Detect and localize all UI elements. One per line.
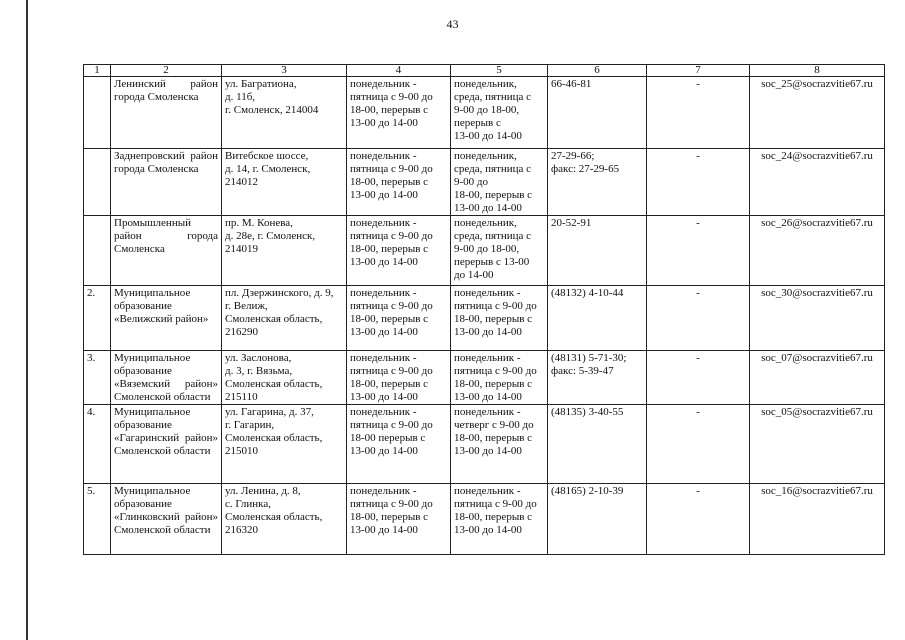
cell-line: понедельник, bbox=[454, 150, 517, 162]
column-header: 6 bbox=[548, 65, 647, 77]
schedule-cell bbox=[347, 351, 451, 405]
cell-line: 13-00 до 14-00 bbox=[454, 326, 522, 338]
cell-line: ул. Гагарина, д. 37, bbox=[225, 406, 314, 418]
cell-line: понедельник - bbox=[454, 485, 521, 497]
institution-name-cell: Ленинский район города Смоленска bbox=[111, 77, 222, 149]
cell-line: 13-00 до 14-00 bbox=[350, 326, 418, 338]
cell-line: 9-00 до 18-00, bbox=[454, 243, 520, 255]
column7-cell: - bbox=[647, 351, 750, 405]
cell-line: г. Смоленск, 214004 bbox=[225, 104, 319, 116]
cell-line: 13-00 до 14-00 bbox=[454, 391, 522, 403]
cell-line: (48135) 3-40-55 bbox=[551, 406, 624, 418]
schedule-cell bbox=[347, 149, 451, 216]
cell-line: 13-00 до 14-00 bbox=[350, 391, 418, 403]
cell-line: 18-00, перерыв с bbox=[350, 511, 429, 523]
address-cell bbox=[222, 351, 347, 405]
cell-line: пятница с 9-00 до bbox=[350, 230, 433, 242]
cell-line: ул. Ленина, д. 8, bbox=[225, 485, 301, 497]
cell-line: 13-00 до 14-00 bbox=[454, 524, 522, 536]
row-number-cell bbox=[84, 77, 111, 149]
cell-line: д. 28е, г. Смоленск, bbox=[225, 230, 316, 242]
table-row bbox=[84, 216, 885, 286]
cell-line: пятница с 9-00 до bbox=[454, 300, 537, 312]
institution-name-cell: Промышленный район города Смоленска bbox=[111, 216, 222, 286]
cell-line: пятница с 9-00 до bbox=[350, 300, 433, 312]
schedule-cell bbox=[347, 484, 451, 555]
cell-line: понедельник - bbox=[350, 217, 417, 229]
binding-margin-line bbox=[26, 0, 28, 640]
cell-line: среда, пятница с bbox=[454, 230, 532, 242]
phone-cell bbox=[548, 351, 647, 405]
institution-name-cell: Муниципальное образование «Глинковский район» Смоленской области bbox=[111, 484, 222, 555]
cell-line: 13-00 до 14-00 bbox=[350, 117, 418, 129]
cell-line: 13-00 до 14-00 bbox=[454, 445, 522, 457]
cell-line: факс: 5-39-47 bbox=[551, 365, 614, 377]
table-row bbox=[84, 77, 885, 149]
cell-line: понедельник - bbox=[454, 352, 521, 364]
phone-cell bbox=[548, 405, 647, 484]
table-row bbox=[84, 405, 885, 484]
cell-line: д. 3, г. Вязьма, bbox=[225, 365, 293, 377]
cell-line: 13-00 до 14-00 bbox=[350, 189, 418, 201]
cell-line: пятница с 9-00 до bbox=[350, 498, 433, 510]
cell-line: 9-00 до bbox=[454, 176, 489, 188]
cell-line: ул. Багратиона, bbox=[225, 78, 297, 90]
table-row bbox=[84, 484, 885, 555]
institution-name-cell: Муниципальное образование «Вяземский район» Смоленской области bbox=[111, 351, 222, 405]
cell-line: 216290 bbox=[225, 326, 258, 338]
reception-schedule-cell bbox=[451, 286, 548, 351]
cell-line: 18-00, перерыв с bbox=[454, 189, 533, 201]
cell-line: с. Глинка, bbox=[225, 498, 271, 510]
cell-line: 215010 bbox=[225, 445, 258, 457]
cell-line: факс: 27-29-65 bbox=[551, 163, 620, 175]
cell-line: пятница с 9-00 до bbox=[350, 419, 433, 431]
reception-schedule-cell bbox=[451, 216, 548, 286]
address-cell bbox=[222, 77, 347, 149]
cell-line: 13-00 до 14-00 bbox=[454, 202, 522, 214]
email-cell: soc_26@socrazvitie67.ru bbox=[750, 216, 885, 286]
cell-line: пл. Дзержинского, д. 9, bbox=[225, 287, 334, 299]
institution-name-cell: Заднепровский район города Смоленска bbox=[111, 149, 222, 216]
cell-line: 18-00, перерыв с bbox=[454, 313, 533, 325]
cell-line: понедельник - bbox=[350, 78, 417, 90]
cell-line: (48165) 2-10-39 bbox=[551, 485, 624, 497]
cell-line: 214012 bbox=[225, 176, 258, 188]
institution-name-cell: Муниципальное образование «Велижский район» bbox=[111, 286, 222, 351]
column-header: 8 bbox=[750, 65, 885, 77]
cell-line: пятница с 9-00 до bbox=[350, 91, 433, 103]
cell-line: 18-00, перерыв с bbox=[350, 313, 429, 325]
reception-schedule-cell bbox=[451, 405, 548, 484]
cell-line: пятница с 9-00 до bbox=[350, 365, 433, 377]
cell-line: 18-00, перерыв с bbox=[454, 432, 533, 444]
email-cell: soc_30@socrazvitie67.ru bbox=[750, 286, 885, 351]
row-number-cell bbox=[84, 149, 111, 216]
address-cell bbox=[222, 216, 347, 286]
reception-schedule-cell bbox=[451, 351, 548, 405]
column-header: 4 bbox=[347, 65, 451, 77]
row-number-cell: 4. bbox=[84, 405, 111, 484]
cell-line: 18-00, перерыв с bbox=[454, 511, 533, 523]
phone-cell bbox=[548, 77, 647, 149]
schedule-cell bbox=[347, 405, 451, 484]
cell-line: понедельник - bbox=[350, 150, 417, 162]
reception-schedule-cell bbox=[451, 484, 548, 555]
cell-line: г. Велиж, bbox=[225, 300, 268, 312]
email-cell: soc_05@socrazvitie67.ru bbox=[750, 405, 885, 484]
row-number-cell: 3. bbox=[84, 351, 111, 405]
cell-line: (48131) 5-71-30; bbox=[551, 352, 627, 364]
cell-line: Смоленская область, bbox=[225, 432, 323, 444]
cell-line: понедельник - bbox=[350, 485, 417, 497]
table-row bbox=[84, 351, 885, 405]
cell-line: 20-52-91 bbox=[551, 217, 592, 229]
column-header: 2 bbox=[111, 65, 222, 77]
cell-line: понедельник - bbox=[350, 406, 417, 418]
column7-cell: - bbox=[647, 77, 750, 149]
address-cell bbox=[222, 484, 347, 555]
column7-cell: - bbox=[647, 149, 750, 216]
column-header: 7 bbox=[647, 65, 750, 77]
cell-line: д. 14, г. Смоленск, bbox=[225, 163, 311, 175]
cell-line: ул. Заслонова, bbox=[225, 352, 292, 364]
phone-cell bbox=[548, 484, 647, 555]
cell-line: понедельник - bbox=[454, 287, 521, 299]
address-cell bbox=[222, 149, 347, 216]
cell-line: 13-00 до 14-00 bbox=[350, 445, 418, 457]
column-number-row bbox=[84, 65, 885, 77]
address-cell bbox=[222, 286, 347, 351]
reception-schedule-cell bbox=[451, 149, 548, 216]
cell-line: 215110 bbox=[225, 391, 258, 403]
cell-line: понедельник - bbox=[350, 352, 417, 364]
institutions-table bbox=[83, 64, 885, 555]
row-number-cell: 5. bbox=[84, 484, 111, 555]
cell-line: среда, пятница с bbox=[454, 91, 532, 103]
schedule-cell bbox=[347, 286, 451, 351]
cell-line: Витебское шоссе, bbox=[225, 150, 309, 162]
column7-cell: - bbox=[647, 216, 750, 286]
cell-line: перерыв с 13-00 bbox=[454, 256, 530, 268]
schedule-cell bbox=[347, 77, 451, 149]
cell-line: 66-46-81 bbox=[551, 78, 592, 90]
cell-line: 18-00, перерыв с bbox=[350, 176, 429, 188]
row-number-cell: 2. bbox=[84, 286, 111, 351]
email-cell: soc_25@socrazvitie67.ru bbox=[750, 77, 885, 149]
cell-line: 18-00, перерыв с bbox=[350, 243, 429, 255]
phone-cell bbox=[548, 216, 647, 286]
address-cell bbox=[222, 405, 347, 484]
cell-line: пр. М. Конева, bbox=[225, 217, 293, 229]
cell-line: Смоленская область, bbox=[225, 313, 323, 325]
email-cell: soc_07@socrazvitie67.ru bbox=[750, 351, 885, 405]
table-row bbox=[84, 149, 885, 216]
cell-line: пятница с 9-00 до bbox=[454, 365, 537, 377]
cell-line: (48132) 4-10-44 bbox=[551, 287, 624, 299]
cell-line: понедельник - bbox=[350, 287, 417, 299]
cell-line: четверг с 9-00 до bbox=[454, 419, 534, 431]
page-number: 43 bbox=[446, 17, 459, 31]
phone-cell bbox=[548, 149, 647, 216]
cell-line: перерыв с bbox=[454, 117, 501, 129]
cell-line: среда, пятница с bbox=[454, 163, 532, 175]
cell-line: 18-00 перерыв с bbox=[350, 432, 426, 444]
cell-line: 214019 bbox=[225, 243, 258, 255]
cell-line: до 14-00 bbox=[454, 269, 494, 281]
cell-line: д. 11б, bbox=[225, 91, 256, 103]
cell-line: 18-00, перерыв с bbox=[350, 104, 429, 116]
phone-cell bbox=[548, 286, 647, 351]
cell-line: 18-00, перерыв с bbox=[454, 378, 533, 390]
column7-cell: - bbox=[647, 405, 750, 484]
email-cell: soc_16@socrazvitie67.ru bbox=[750, 484, 885, 555]
cell-line: 13-00 до 14-00 bbox=[350, 256, 418, 268]
cell-line: 18-00, перерыв с bbox=[350, 378, 429, 390]
institution-name-cell: Муниципальное образование «Гагаринский район» Смоленской области bbox=[111, 405, 222, 484]
cell-line: 27-29-66; bbox=[551, 150, 595, 162]
cell-line: 13-00 до 14-00 bbox=[454, 130, 522, 142]
cell-line: понедельник, bbox=[454, 78, 517, 90]
cell-line: пятница с 9-00 до bbox=[350, 163, 433, 175]
cell-line: Смоленская область, bbox=[225, 511, 323, 523]
column-header: 3 bbox=[222, 65, 347, 77]
cell-line: 13-00 до 14-00 bbox=[350, 524, 418, 536]
column7-cell: - bbox=[647, 286, 750, 351]
reception-schedule-cell bbox=[451, 77, 548, 149]
cell-line: г. Гагарин, bbox=[225, 419, 275, 431]
column7-cell: - bbox=[647, 484, 750, 555]
table-row bbox=[84, 286, 885, 351]
cell-line: понедельник, bbox=[454, 217, 517, 229]
email-cell: soc_24@socrazvitie67.ru bbox=[750, 149, 885, 216]
cell-line: 216320 bbox=[225, 524, 258, 536]
column-header: 1 bbox=[84, 65, 111, 77]
cell-line: понедельник - bbox=[454, 406, 521, 418]
schedule-cell bbox=[347, 216, 451, 286]
cell-line: 9-00 до 18-00, bbox=[454, 104, 520, 116]
cell-line: пятница с 9-00 до bbox=[454, 498, 537, 510]
row-number-cell bbox=[84, 216, 111, 286]
cell-line: Смоленская область, bbox=[225, 378, 323, 390]
column-header: 5 bbox=[451, 65, 548, 77]
